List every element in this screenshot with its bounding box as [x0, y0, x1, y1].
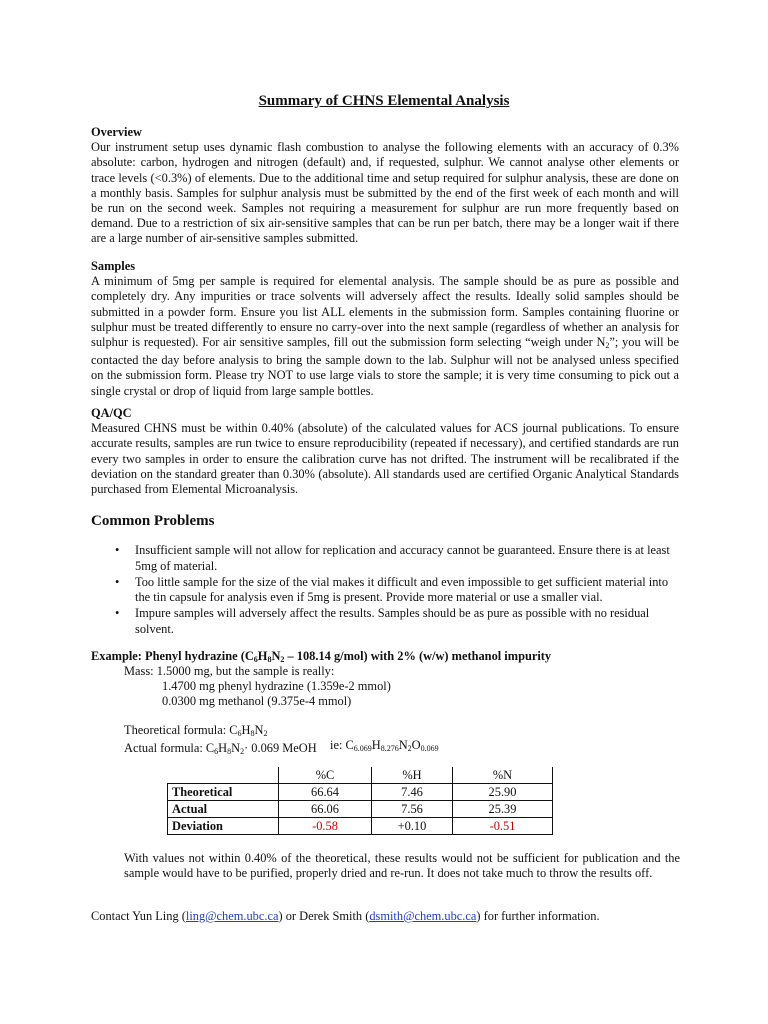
table-cell: +0.10: [372, 818, 453, 835]
table-corner: [168, 767, 279, 784]
deviation-cell-fail: -0.51: [453, 818, 553, 835]
mass-component-1: 1.4700 mg phenyl hydrazine (1.359e-2 mmol): [162, 679, 391, 694]
list-item: • Insufficient sample will not allow for replication and accuracy cannot be guaranteed. Ensure there is at least 5mg of material.: [115, 543, 670, 573]
document-title: Summary of CHNS Elemental Analysis: [258, 93, 510, 109]
common-problems-heading: Common Problems: [91, 513, 215, 529]
table-cell: 25.90: [453, 784, 553, 801]
qaqc-section: [91, 406, 679, 497]
samples-heading: Samples: [91, 259, 136, 273]
qaqc-heading: QA/QC: [91, 406, 132, 420]
overview-section: [91, 125, 679, 247]
theoretical-formula: Theoretical formula: $C_6H_8N_2$: [124, 723, 268, 738]
formulas: [124, 723, 317, 759]
samples-text: A minimum of 5mg per sample is required for elemental analysis. The sample should be as pure as possible and completely dry. Any impurities or trace solvents will adversely affect the results. Ideally solid samples should be submitted in a powder form. Ensure you list ALL elements in the submission form. Samples containing fluorine or sulphur must be treated differently to ensure no carry-over into the next sample (regardless of whether an analysis for sulphur is requested). For air sensitive samples, fill out the submission form selecting “weigh under $N_2$”; you will be contacted the day before analysis to bring the sample down to the lab. Sulphur will not be analysed unless specified on the submission form. Please try NOT to use large vials to store the sample; it is very time consuming to pick out a single crystal or drop of liquid from large sample bottles.: [91, 274, 679, 398]
table-cell: 7.46: [372, 784, 453, 801]
bullet-icon: •: [115, 543, 120, 557]
empirical-formula: ie: $C_{6.069}H_{8.276}N_2O_{0.069}$: [330, 738, 439, 753]
closing-paragraph: With values not within 0.40% of the theoretical, these results would not be sufficient for publication and the sample would have to be purified, properly dried and re-run. It does not take much to throw the results off.: [124, 851, 680, 881]
samples-section: [91, 259, 679, 399]
results-table: [167, 767, 553, 835]
deviation-cell-fail: -0.58: [279, 818, 372, 835]
table-cell: 7.56: [372, 801, 453, 818]
email-link-dsmith[interactable]: dsmith@chem.ubc.ca: [369, 909, 477, 923]
list-item: • Impure samples will adversely affect the results. Samples should be as pure as possible with no residual solvent.: [115, 606, 650, 636]
email-link-ling[interactable]: ling@chem.ubc.ca: [185, 909, 279, 923]
column-header: %H: [372, 767, 453, 784]
row-label: Theoretical: [168, 784, 279, 801]
mass-line: Mass: 1.5000 mg, but the sample is really:: [124, 664, 335, 678]
example-title: Example: Phenyl hydrazine ($C_6H_8N_2 - 108.14$ g/mol) with 2% (w/w) methanol impurity: [91, 649, 552, 664]
mass-details: [124, 664, 391, 710]
overview-heading: Overview: [91, 125, 142, 139]
contact-line: Contact Yun Ling (ling@chem.ubc.ca) or Derek Smith (dsmith@chem.ubc.ca) for further information.: [91, 909, 600, 923]
common-problems-list: [91, 543, 681, 638]
mass-component-2: 0.0300 mg methanol (9.375e-4 mmol): [162, 694, 352, 709]
qaqc-text: Measured CHNS must be within 0.40% (absolute) of the calculated values for ACS journal publications. To ensure accurate results, samples are run twice to ensure reproducibility (repeated if necessary), and certified standards are run every two samples in order to ensure the calibration curve has not drifted. The instrument will be recalibrated if the deviation on the standard greater than 0.30% (absolute). All standards used are certified Organic Analytical Standards purchased from Elemental Microanalysis.: [91, 421, 679, 497]
row-label: Deviation: [168, 818, 279, 835]
actual-formula: Actual formula: $C_6H_8N_2\cdot 0.069$ MeOH: [124, 741, 317, 757]
bullet-icon: •: [115, 606, 120, 621]
bullet-icon: •: [115, 574, 120, 589]
column-header: %C: [279, 767, 372, 784]
list-item: • Too little sample for the size of the vial makes it difficult and even impossible to get sufficient material into the tin capsule for analysis even if 5mg is present. Provide more material or use a smaller vial.: [115, 574, 669, 605]
table-cell: 66.64: [279, 784, 372, 801]
table-cell: 66.06: [279, 801, 372, 818]
table-row: [168, 818, 553, 835]
table-row: [168, 801, 553, 818]
table-header-row: [168, 767, 553, 784]
overview-text: Our instrument setup uses dynamic flash combustion to analyse the following elements with an accuracy of 0.3% absolute: carbon, hydrogen and nitrogen (default) and, if requested, sulphur. We cannot analyse other elements or trace levels (<0.3%) of elements. Due to the additional time and setup required for sulphur analysis, these are done on a monthly basis. Samples for sulphur analysis must be submitted by the end of the first week of each month and will be run on the second week. Samples not requiring a measurement for sulphur are run more frequently based on demand. Due to a restriction of six air-sensitive samples that can be run per batch, there may be a longer wait if there are a large number of air-sensitive samples submitted.: [91, 140, 679, 246]
table-cell: 25.39: [453, 801, 553, 818]
row-label: Actual: [168, 801, 279, 818]
column-header: %N: [453, 767, 553, 784]
table-row: [168, 784, 553, 801]
